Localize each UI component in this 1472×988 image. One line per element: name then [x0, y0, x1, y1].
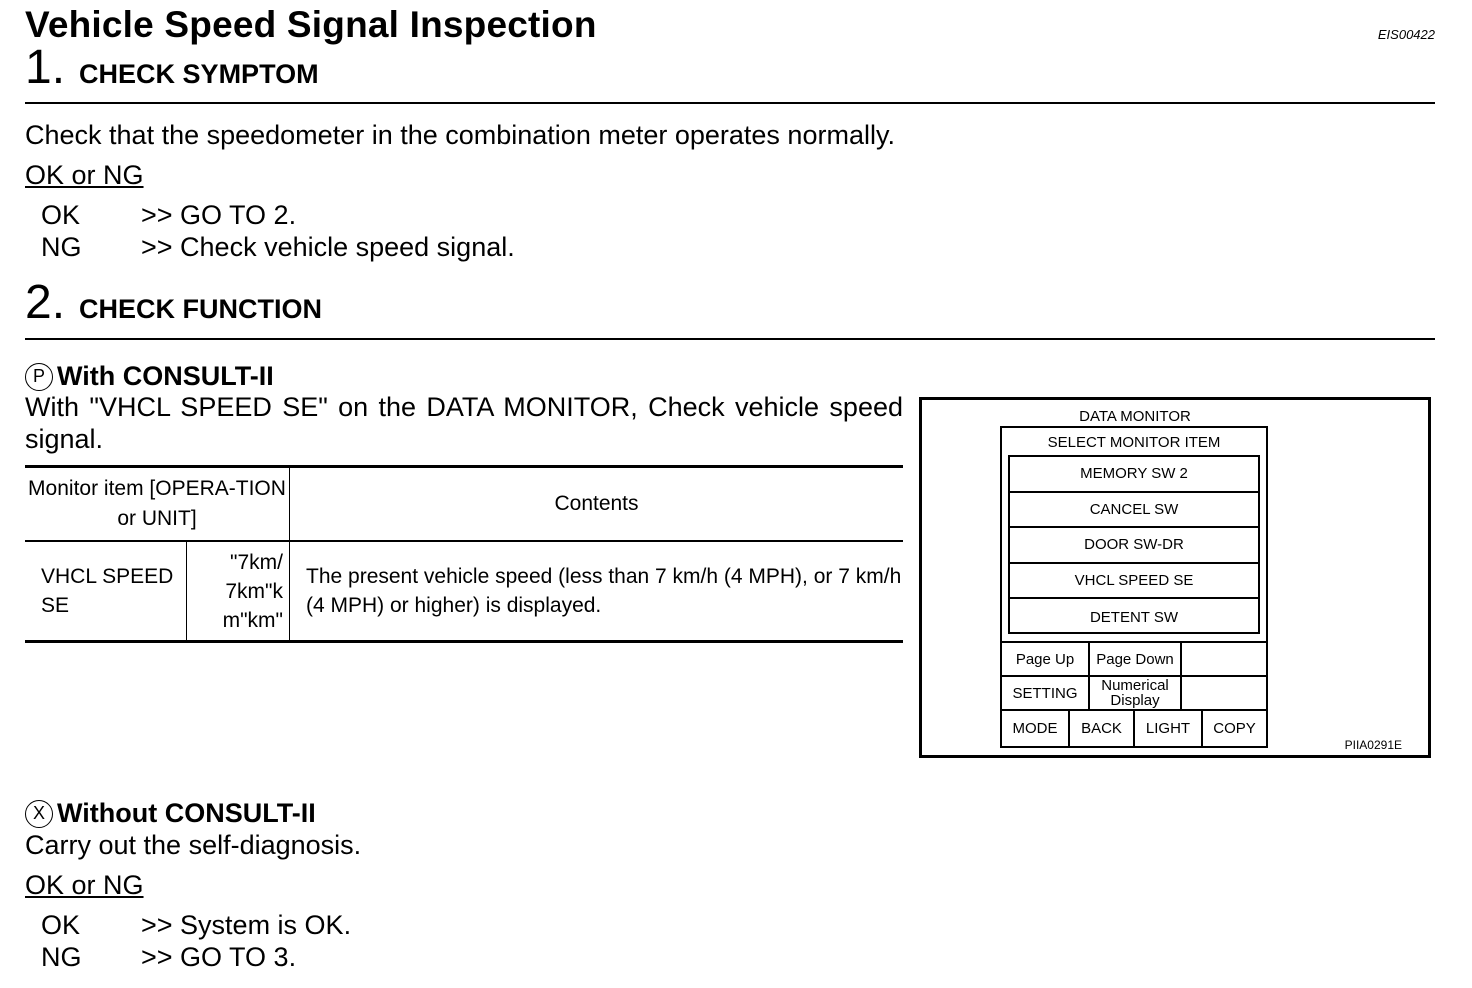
- figure-code: PIIA0291E: [1344, 738, 1402, 752]
- monitor-item-contents: The present vehicle speed (less than 7 km/h (4 MPH), or 7 km/h (4 MPH) or higher) is displayed.: [306, 565, 902, 617]
- figure-title: DATA MONITOR: [1079, 408, 1191, 425]
- consult-tool-icon: P: [25, 363, 53, 391]
- result-key: OK: [41, 910, 81, 940]
- mode-button[interactable]: MODE: [1002, 711, 1070, 746]
- monitor-item-name: VHCL SPEED SE: [25, 541, 187, 642]
- step-1-heading: 1 . CHECK SYMPTOM: [25, 41, 319, 94]
- result-label: OK or NG: [25, 870, 144, 900]
- result-row-ng: [41, 941, 296, 973]
- monitor-list-item[interactable]: MEMORY SW 2: [1010, 457, 1258, 493]
- monitor-list-item[interactable]: DETENT SW: [1089, 608, 1179, 626]
- without-consult-instruction: Carry out the self-diagnosis.: [25, 830, 362, 860]
- step-number: 2: [25, 276, 52, 329]
- back-button[interactable]: BACK: [1070, 711, 1135, 746]
- divider: [25, 338, 1435, 340]
- without-consult-label: Without CONSULT-II: [57, 798, 316, 828]
- step-title: CHECK SYMPTOM: [79, 59, 319, 89]
- monitor-list-item[interactable]: CANCEL SW: [1010, 493, 1258, 529]
- table-row: [25, 541, 903, 642]
- monitor-item-table: [25, 465, 903, 643]
- step-number: 1: [25, 41, 52, 94]
- page-title: Vehicle Speed Signal Inspection: [25, 4, 597, 45]
- screen-button-grid: [1002, 641, 1266, 746]
- with-consult-heading: [25, 361, 274, 392]
- button-row: [1002, 711, 1266, 746]
- with-consult-instruction: With "VHCL SPEED SE" on the DATA MONITOR, Check vehicle speed signal.: [25, 392, 903, 454]
- column-header-monitor-item: Monitor item [OPERA-TION or UNIT]: [25, 467, 290, 542]
- result-action: >> Check vehicle speed signal.: [141, 232, 515, 262]
- document-code: EIS00422: [1377, 27, 1435, 42]
- button-row: [1002, 677, 1266, 711]
- result-action: >> System is OK.: [141, 910, 352, 940]
- result-action: >> GO TO 3.: [141, 942, 297, 972]
- without-consult-heading: [25, 798, 316, 829]
- light-button[interactable]: LIGHT: [1135, 711, 1203, 746]
- step-2-heading: 2 . CHECK FUNCTION: [25, 276, 323, 329]
- monitor-list-item[interactable]: DOOR SW-DR: [1010, 528, 1258, 564]
- column-header-contents: Contents: [290, 467, 904, 542]
- step-1-instruction: Check that the speedometer in the combination meter operates normally.: [25, 120, 895, 150]
- result-label: OK or NG: [25, 160, 144, 190]
- result-key: NG: [41, 942, 82, 972]
- setting-button[interactable]: SETTING: [1002, 677, 1090, 709]
- empty-cell: [1182, 643, 1266, 675]
- step-title: CHECK FUNCTION: [79, 294, 323, 324]
- monitor-item-list: [1008, 455, 1260, 634]
- empty-cell: [1182, 677, 1266, 709]
- page-down-button[interactable]: Page Down: [1090, 643, 1182, 675]
- screen-subtitle: SELECT MONITOR ITEM: [1047, 434, 1221, 451]
- result-key: NG: [41, 232, 82, 262]
- monitor-list-item[interactable]: VHCL SPEED SE: [1010, 564, 1258, 600]
- data-monitor-figure: [919, 397, 1431, 758]
- with-consult-label: With CONSULT-II: [57, 361, 274, 391]
- result-action: >> GO TO 2.: [141, 200, 297, 230]
- copy-button[interactable]: COPY: [1213, 720, 1256, 737]
- result-row-ok: [41, 199, 296, 231]
- no-tool-icon: X: [25, 800, 53, 828]
- monitor-screen: [1000, 426, 1268, 748]
- numerical-display-button[interactable]: Numerical Display: [1090, 677, 1182, 709]
- monitor-item-unit: "7km/ 7km"k m"km": [187, 541, 290, 642]
- page-up-button[interactable]: Page Up: [1002, 643, 1090, 675]
- result-row-ng: [41, 231, 515, 263]
- button-row: [1002, 643, 1266, 677]
- result-row-ok: [41, 909, 351, 941]
- table-header-row: [25, 467, 903, 542]
- result-key: OK: [41, 200, 81, 230]
- divider: [25, 102, 1435, 104]
